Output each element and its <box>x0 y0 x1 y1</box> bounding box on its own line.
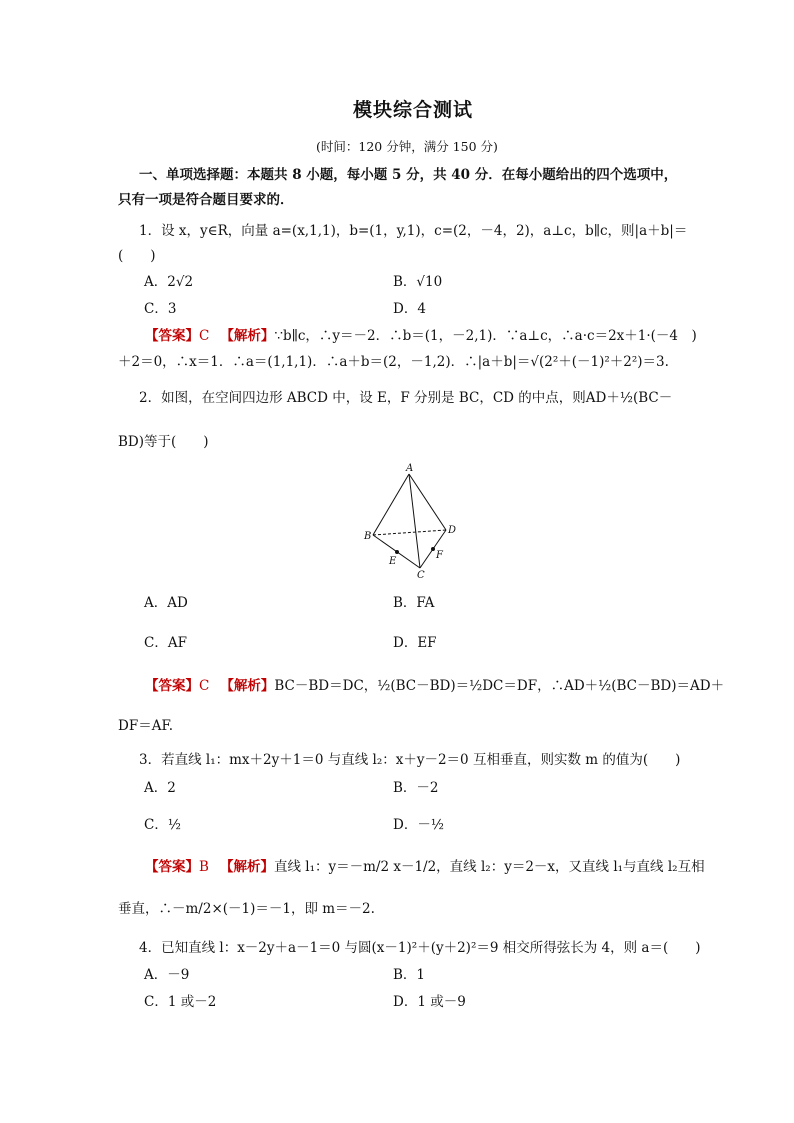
q2-option-a: A．AD <box>144 595 188 611</box>
q1-option-d: D．4 <box>393 301 426 317</box>
q2-option-d: D．EF <box>393 635 437 651</box>
q3-option-d: D．－½ <box>393 817 444 833</box>
q2-solution-text1: BC－BD＝DC，½(BC－BD)＝½DC＝DF，∴AD＋½(BC－BD)＝AD＋ <box>274 678 725 694</box>
q2-solution-line1 <box>145 678 724 694</box>
section-instructions-line2: 只有一项是符合题目要求的． <box>118 192 294 208</box>
answer-label: 【答案】 <box>145 678 199 694</box>
q2-option-b: B．FA <box>393 595 435 611</box>
q4-option-d: D．1 或－9 <box>393 994 466 1010</box>
q4-option-b: B．1 <box>393 967 426 983</box>
point-f <box>431 547 435 551</box>
analysis-label: 【解析】 <box>227 328 275 344</box>
q1-stem-line1: 1．设 x，y∈R，向量 a=(x,1,1)，b=(1，y,1)，c=(2，－4，2)，a⊥c，b∥c，则|a＋b|＝ <box>139 223 688 239</box>
q2-answer: C <box>199 678 210 694</box>
point-e <box>395 550 399 554</box>
answer-label: 【答案】 <box>145 859 199 875</box>
q3-stem: 3．若直线 l₁：mx＋2y＋1＝0 与直线 l₂：x＋y－2＝0 互相垂直，则实数 m 的值为( ) <box>139 752 681 768</box>
q1-option-c: C．3 <box>144 301 177 317</box>
label-c: C <box>417 570 425 580</box>
edge-ab <box>373 474 409 535</box>
label-a: A <box>406 463 414 474</box>
section-instructions-line1: 一、单项选择题：本题共 8 小题，每小题 5 分，共 40 分．在每小题给出的四个选项中， <box>139 167 678 183</box>
page-title: 模块综合测试 <box>353 100 474 121</box>
analysis-label: 【解析】 <box>227 678 275 694</box>
q4-stem: 4．已知直线 l：x－2y＋a－1＝0 与圆(x－1)²＋(y＋2)²＝9 相交所得弦长为 4，则 a＝( ) <box>139 940 701 956</box>
analysis-label: 【解析】 <box>226 859 274 875</box>
page-subtitle: (时间：120 分钟，满分 150 分) <box>316 139 498 154</box>
q2-option-c: C．AF <box>144 635 187 651</box>
label-d: D <box>448 525 457 536</box>
q1-stem-line2: ( ) <box>118 248 156 264</box>
label-f: F <box>436 550 443 561</box>
q4-option-c: C．1 或－2 <box>144 994 217 1010</box>
answer-label: 【答案】 <box>145 328 199 344</box>
q1-option-b: B．√10 <box>393 274 443 290</box>
q3-solution-text1: 直线 l₁：y＝－m/2 x－1/2，直线 l₂：y＝2－x，又直线 l₁与直线 l₂互相 <box>273 859 705 875</box>
q3-option-c: C．½ <box>144 817 181 833</box>
q1-solution-line1 <box>145 328 697 344</box>
q3-option-a: A．2 <box>144 780 176 796</box>
q2-stem-line2: BD)等于( ) <box>118 434 209 450</box>
tetrahedron-figure <box>360 460 460 580</box>
q2-solution-line2: DF＝AF. <box>118 718 173 734</box>
q1-option-a: A．2√2 <box>144 274 194 290</box>
label-e: E <box>389 556 397 567</box>
q3-answer: B <box>199 859 209 875</box>
q3-option-b: B．－2 <box>393 780 439 796</box>
label-b: B <box>364 531 372 542</box>
q1-answer: C <box>199 328 210 344</box>
q4-option-a: A．－9 <box>144 967 190 983</box>
edge-bd <box>373 530 446 535</box>
q3-solution-line2: 垂直，∴－m/2×(－1)＝－1，即 m＝－2. <box>118 901 375 917</box>
q1-solution-line2: ＋2＝0，∴x＝1．∴a＝(1,1,1)．∴a＋b＝(2，－1,2)．∴|a＋b|＝√(2²＋(－1)²＋2²)＝3. <box>118 354 669 370</box>
q3-solution-line1 <box>145 859 705 875</box>
q2-stem-line1: 2．如图，在空间四边形 ABCD 中，设 E，F 分别是 BC，CD 的中点，则AD＋½(BC－ <box>139 390 673 406</box>
q1-solution-text1: ∵b∥c，∴y＝－2．∴b＝(1，－2,1)．∵a⊥c，∴a·c＝2x＋1·(－4 ) <box>274 328 697 344</box>
